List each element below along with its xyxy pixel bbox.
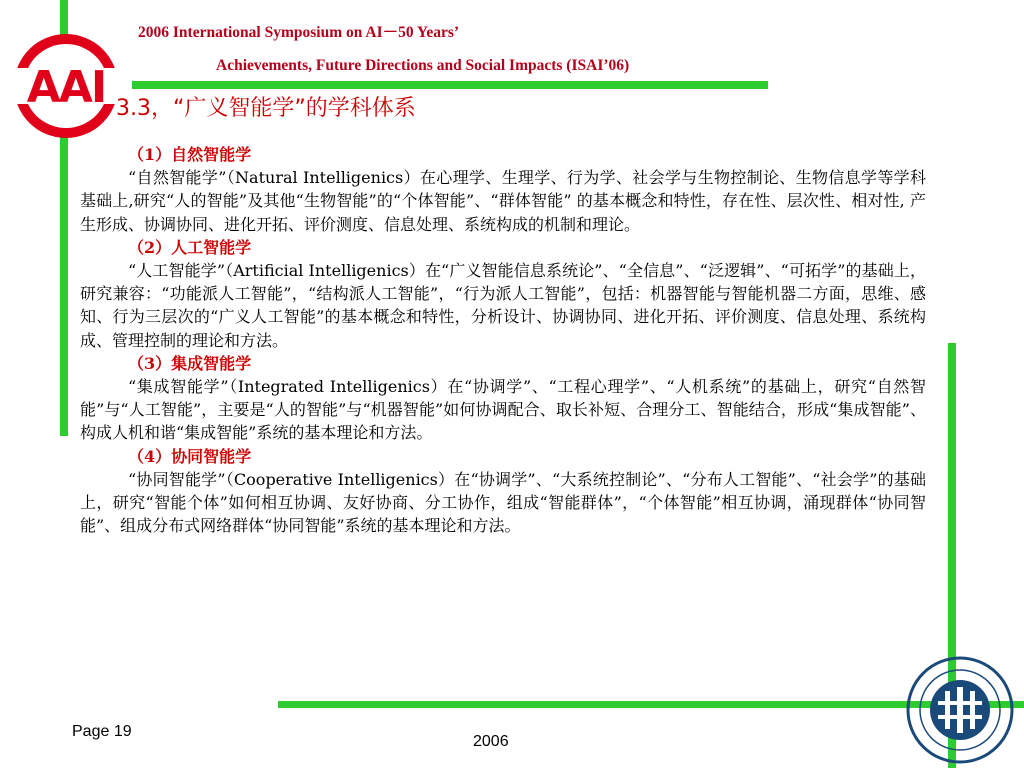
page-title: 3.3，“广义智能学”的学科体系: [116, 96, 416, 121]
section-body-artificial: “人工智能学”（Artificial Intelligenics）在“广义智能信息系统论”、“全信息”、“泛逻辑”、“可拓学”的基础上，研究兼容：“功能派人工智能”，“结构派人工智能”，“行为派人工智能”，包括：机器智能与智能机器二方面，思维、感知、行为三层次的“广义人工智能”的基本概念和特性，分析设计、协调协同、进化开拓、评价测度、信息处理、系统构成、管理控制的理论和方法。: [80, 261, 926, 350]
section-body-natural: “自然智能学”（Natural Intelligenics）在心理学、生理学、行为学、社会学与生物控制论、生物信息学等学科基础上,研究“人的智能”及其他“生物智能”的“个体智能”、“群体智能” 的基本概念和特性，存在性、层次性、相对性, 产生形成、协调协同、进化开拓、评价测度、信息处理、系统构成的机制和理论。: [80, 168, 926, 234]
top-green-bar: [132, 81, 768, 89]
section-heading-natural: （1）自然智能学: [128, 145, 252, 164]
content-body: [80, 143, 926, 537]
symposium-header-line1: 2006 International Symposium on AI－50 Years’: [138, 24, 460, 41]
symposium-header-line2: Achievements, Future Directions and Social Impacts (ISAI’06): [216, 57, 630, 74]
footer-year: 2006: [473, 733, 509, 750]
svg-text:AAI: AAI: [26, 62, 106, 113]
university-seal-icon: [905, 655, 1015, 765]
section-body-integrated: “集成智能学”（Integrated Intelligenics）在“协调学”、“工程心理学”、“人机系统”的基础上，研究“自然智能”与“人工智能”，主要是“人的智能”与“机器智能”如何协调配合、取长补短、合理分工、智能结合，形成“集成智能”、构成人机和谐“集成智能”系统的基本理论和方法。: [80, 377, 926, 443]
page-number: Page 19: [72, 723, 132, 740]
section-heading-cooperative: （4）协同智能学: [128, 446, 252, 466]
aai-logo-icon: [10, 30, 122, 142]
section-heading-integrated: （3）集成智能学: [128, 353, 252, 373]
section-body-cooperative: “协同智能学”（Cooperative Intelligenics）在“协调学”、“大系统控制论”、“分布人工智能”、“社会学”的基础上，研究“智能个体”如何相互协调、友好协商、分工协作，组成“智能群体”，“个体智能”相互协调，涌现群体“协同智能”、组成分布式网络群体“协同智能”系统的基本理论和方法。: [80, 469, 926, 536]
section-heading-artificial: （2）人工智能学: [128, 237, 252, 257]
